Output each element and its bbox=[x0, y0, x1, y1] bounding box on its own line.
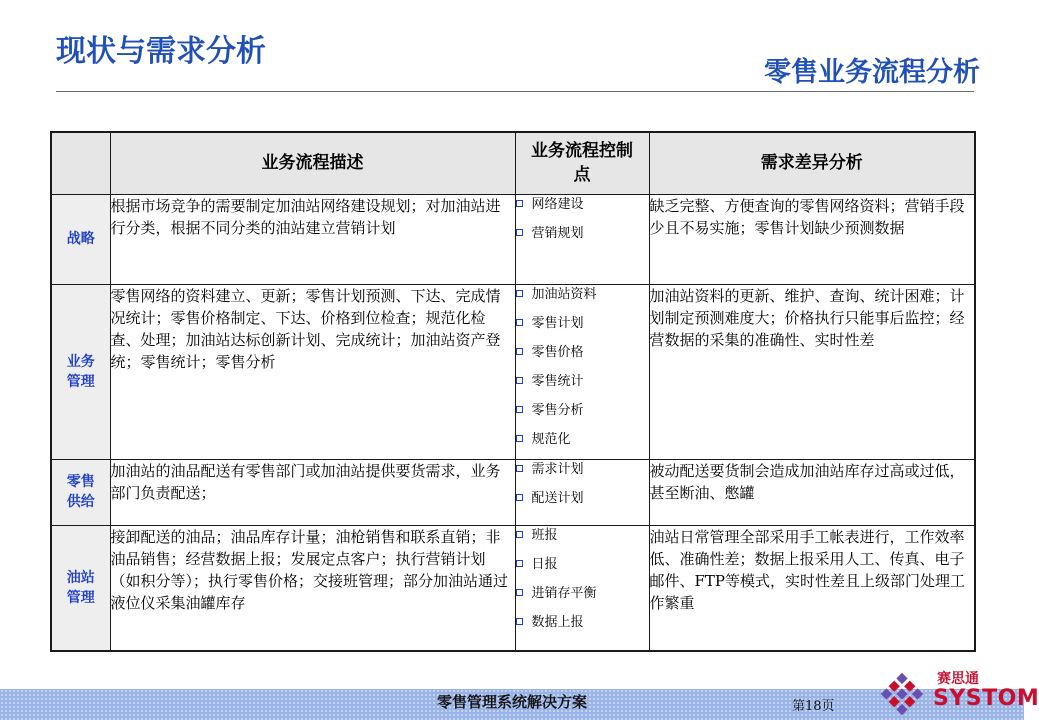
description-cell: 接卸配送的油品；油品库存计量；油枪销售和联系直销；非油品销售；经营数据上报；发展定点客户；执行营销计划（如积分等）；执行零售价格；交接班管理；部分加油站通过液位仪采集油罐库存 bbox=[110, 525, 515, 651]
table-row bbox=[51, 284, 975, 459]
square-bullet-icon bbox=[516, 290, 523, 297]
logo-chinese-text: 赛思通 bbox=[937, 671, 979, 687]
page-number: 第18页 bbox=[792, 699, 835, 714]
category-cell: 零售供给 bbox=[51, 459, 110, 525]
gap-analysis-cell: 缺乏完整、方便查询的零售网络资料；营销手段少且不易实施；零售计划缺少预测数据 bbox=[649, 194, 975, 284]
systom-logo bbox=[873, 668, 1039, 718]
gap-analysis-cell: 被动配送要货制会造成加油站库存过高或过低，甚至断油、憋罐 bbox=[649, 459, 975, 525]
control-point-item: 零售统计 bbox=[516, 372, 649, 401]
gap-analysis-cell: 油站日常管理全部采用手工帐表进行，工作效率低、准确性差；数据上报采用人工、传真、电子邮件、FTP等模式，实时性差且上级部门处理工作繁重 bbox=[649, 525, 975, 651]
control-point-item: 零售分析 bbox=[516, 401, 649, 430]
square-bullet-icon bbox=[516, 377, 523, 384]
square-bullet-icon bbox=[516, 494, 523, 501]
control-point-item: 数据上报 bbox=[516, 613, 649, 642]
table-row bbox=[51, 459, 975, 525]
header-cell-gap-analysis: 需求差异分析 bbox=[649, 132, 975, 194]
control-point-item: 班报 bbox=[516, 526, 649, 555]
control-point-item: 配送计划 bbox=[516, 489, 649, 518]
description-cell: 零售网络的资料建立、更新；零售计划预测、下达、完成情况统计；零售价格制定、下达、价格到位检查；规范化检查、处理；加油站达标创新计划、完成统计；加油站资产登统；零售统计；零售分析 bbox=[110, 284, 515, 459]
gap-analysis-cell: 加油站资料的更新、维护、查询、统计困难；计划制定预测难度大；价格执行只能事后监控；经营数据的采集的准确性、实时性差 bbox=[649, 284, 975, 459]
square-bullet-icon bbox=[516, 465, 523, 472]
category-cell: 战略 bbox=[51, 194, 110, 284]
control-point-item: 营销规划 bbox=[516, 224, 649, 253]
description-cell: 加油站的油品配送有零售部门或加油站提供要货需求，业务部门负责配送； bbox=[110, 459, 515, 525]
table-row bbox=[51, 525, 975, 651]
control-point-item: 加油站资料 bbox=[516, 285, 649, 314]
control-point-item: 进销存平衡 bbox=[516, 584, 649, 613]
business-process-table bbox=[50, 131, 976, 652]
table-header-row bbox=[51, 132, 975, 194]
square-bullet-icon bbox=[516, 618, 523, 625]
square-bullet-icon bbox=[516, 560, 523, 567]
control-points-cell bbox=[515, 194, 649, 284]
square-bullet-icon bbox=[516, 348, 523, 355]
logo-english-text: SYSTOM bbox=[933, 686, 1039, 711]
control-point-item: 日报 bbox=[516, 555, 649, 584]
square-bullet-icon bbox=[516, 435, 523, 442]
page-title: 现状与需求分析 bbox=[56, 34, 266, 69]
logo-diamond-icon bbox=[873, 670, 931, 718]
square-bullet-icon bbox=[516, 200, 523, 207]
header-cell-blank bbox=[51, 132, 110, 194]
control-points-cell bbox=[515, 284, 649, 459]
square-bullet-icon bbox=[516, 406, 523, 413]
footer-title: 零售管理系统解决方案 bbox=[436, 693, 587, 711]
control-point-item: 网络建设 bbox=[516, 195, 649, 224]
header-cell-description: 业务流程描述 bbox=[110, 132, 515, 194]
square-bullet-icon bbox=[516, 229, 523, 236]
control-point-item: 需求计划 bbox=[516, 460, 649, 489]
table-row bbox=[51, 194, 975, 284]
square-bullet-icon bbox=[516, 589, 523, 596]
header-cell-control-points: 业务流程控制点 bbox=[515, 132, 649, 194]
control-point-item: 规范化 bbox=[516, 430, 649, 459]
description-cell: 根据市场竞争的需要制定加油站网络建设规划；对加油站进行分类，根据不同分类的油站建立营销计划 bbox=[110, 194, 515, 284]
title-divider bbox=[56, 91, 974, 92]
square-bullet-icon bbox=[516, 319, 523, 326]
control-point-item: 零售价格 bbox=[516, 343, 649, 372]
control-points-cell bbox=[515, 459, 649, 525]
category-cell: 油站管理 bbox=[51, 525, 110, 651]
control-points-cell bbox=[515, 525, 649, 651]
category-cell: 业务管理 bbox=[51, 284, 110, 459]
square-bullet-icon bbox=[516, 531, 523, 538]
page-subtitle: 零售业务流程分析 bbox=[764, 57, 980, 88]
control-point-item: 零售计划 bbox=[516, 314, 649, 343]
